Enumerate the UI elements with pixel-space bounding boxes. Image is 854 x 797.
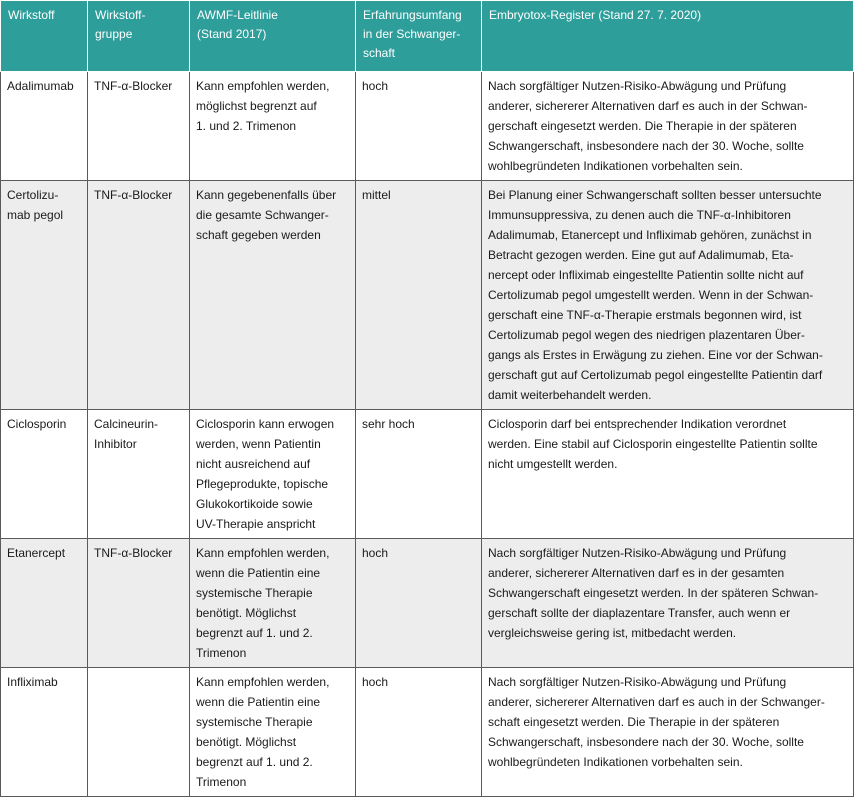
cell-line: Certolizumab pegol wegen des niedrigen plazentaren Über- — [488, 328, 805, 342]
cell-line: Betracht gezogen werden. Eine gut auf Adalimumab, Eta- — [488, 248, 794, 262]
cell-line: anderer, sichererer Alternativen darf es auch in der Schwan- — [488, 99, 808, 113]
cell-line: hoch — [362, 546, 389, 560]
cell-line: wenn die Patientin eine — [196, 566, 321, 580]
header-line: Erfahrungsumfang — [363, 8, 462, 22]
cell-line: Nach sorgfältiger Nutzen-Risiko-Abwägung und Prüfung — [488, 79, 787, 93]
header-embryotox-register — [482, 1, 854, 72]
cell-line: Calcineurin- — [94, 417, 159, 431]
cell-line: Schwangerschaft eingesetzt werden. In der späteren Schwan- — [488, 586, 819, 600]
cell-line: nicht umgestellt werden. — [488, 457, 618, 471]
cell-line: Ciclosporin kann erwogen — [196, 417, 335, 431]
cell-line: gerschaft sollte der diaplazentare Transfer, auch wenn er — [488, 606, 791, 620]
cell-line: wohlbegründeten Indikationen vorbehalten sein. — [488, 159, 743, 173]
cell-line: die gesamte Schwanger- — [196, 208, 329, 222]
table-row — [1, 668, 854, 797]
cell-line: Kann empfohlen werden, — [196, 79, 330, 93]
cell-line: Ciclosporin — [7, 417, 67, 431]
cell-line: Certolizumab pegol umgestellt werden. Wenn in der Schwan- — [488, 288, 814, 302]
cell-line: systemische Therapie — [196, 715, 313, 729]
cell-line: TNF-α-Blocker — [94, 188, 173, 202]
cell-line: UV-Therapie anspricht — [196, 517, 316, 531]
cell-erfahrungsumfang — [356, 72, 482, 181]
cell-line: benötigt. Möglichst — [196, 735, 297, 749]
header-line: Wirkstoff — [8, 8, 55, 22]
cell-line: Kann gegebenenfalls über — [196, 188, 337, 202]
cell-erfahrungsumfang — [356, 539, 482, 668]
cell-line: benötigt. Möglichst — [196, 606, 297, 620]
cell-line: Adalimumab, Etanercept und Infliximab gehören, zunächst in — [488, 228, 812, 242]
cell-line: TNF-α-Blocker — [94, 79, 173, 93]
cell-wirkstoff — [1, 72, 88, 181]
cell-line: nercept oder Infliximab eingestellte Patientin sollte nicht auf — [488, 268, 804, 282]
cell-awmf-leitlinie — [190, 72, 356, 181]
cell-awmf-leitlinie — [190, 668, 356, 797]
header-erfahrungsumfang — [356, 1, 482, 72]
header-awmf-leitlinie — [190, 1, 356, 72]
cell-line: nicht ausreichend auf — [196, 457, 311, 471]
cell-awmf-leitlinie — [190, 181, 356, 410]
cell-wirkstoffgruppe — [88, 410, 190, 539]
cell-line: Kann empfohlen werden, — [196, 675, 330, 689]
cell-line: Etanercept — [7, 546, 66, 560]
cell-line: Trimenon — [196, 775, 247, 789]
cell-erfahrungsumfang — [356, 668, 482, 797]
cell-line: schaft gegeben werden — [196, 228, 321, 242]
cell-line: anderer, sichererer Alternativen darf es in der gesamten — [488, 566, 785, 580]
cell-erfahrungsumfang — [356, 410, 482, 539]
cell-line: vergleichsweise gering ist, mitbedacht werden. — [488, 626, 737, 640]
cell-line: Glukokortikoide sowie — [196, 497, 313, 511]
cell-line: schaft eingesetzt werden. Die Therapie in der späteren — [488, 715, 780, 729]
cell-line: hoch — [362, 79, 389, 93]
cell-line: Trimenon — [196, 646, 247, 660]
cell-line: Inhibitor — [94, 437, 137, 451]
cell-line: begrenzt auf 1. und 2. — [196, 626, 313, 640]
table-row — [1, 181, 854, 410]
table-header — [1, 1, 854, 72]
cell-embryotox-register — [482, 410, 854, 539]
cell-line: werden. Eine stabil auf Ciclosporin eingestellte Patientin sollte — [488, 437, 818, 451]
header-wirkstoffgruppe — [88, 1, 190, 72]
header-line: Wirkstoff- — [95, 8, 146, 22]
cell-line: TNF-α-Blocker — [94, 546, 173, 560]
cell-embryotox-register — [482, 668, 854, 797]
header-wirkstoff — [1, 1, 88, 72]
cell-wirkstoff — [1, 668, 88, 797]
cell-line: Immunsuppressiva, zu denen auch die TNF-α-Inhibitoren — [488, 208, 791, 222]
cell-line: möglichst begrenzt auf — [196, 99, 317, 113]
header-row — [1, 1, 854, 72]
cell-line: Kann empfohlen werden, — [196, 546, 330, 560]
cell-wirkstoff — [1, 181, 88, 410]
cell-line: Adalimumab — [7, 79, 74, 93]
header-line: gruppe — [95, 27, 133, 41]
cell-erfahrungsumfang — [356, 181, 482, 410]
cell-line: systemische Therapie — [196, 586, 313, 600]
header-line: schaft — [363, 46, 396, 60]
cell-embryotox-register — [482, 72, 854, 181]
cell-embryotox-register — [482, 181, 854, 410]
table-row — [1, 72, 854, 181]
cell-line: Certolizu- — [7, 188, 59, 202]
cell-wirkstoff — [1, 410, 88, 539]
cell-line: hoch — [362, 675, 389, 689]
cell-line: gangs als Erstes in Erwägung zu ziehen. Eine vor der Schwan- — [488, 348, 823, 362]
cell-line: wenn die Patientin eine — [196, 695, 321, 709]
cell-awmf-leitlinie — [190, 410, 356, 539]
header-line: Embryotox-Register (Stand 27. 7. 2020) — [489, 8, 702, 22]
cell-wirkstoffgruppe — [88, 539, 190, 668]
header-line: AWMF-Leitlinie — [197, 8, 278, 22]
cell-line: Ciclosporin darf bei entsprechender Indikation verordnet — [488, 417, 787, 431]
cell-wirkstoff — [1, 539, 88, 668]
cell-wirkstoffgruppe — [88, 72, 190, 181]
table-body — [1, 72, 854, 797]
cell-line: damit weiterbehandelt werden. — [488, 388, 652, 402]
cell-line: wohlbegründeten Indikationen vorbehalten sein. — [488, 755, 743, 769]
header-line: in der Schwanger- — [363, 27, 461, 41]
cell-line: gerschaft eine TNF-α-Therapie erstmals begonnen wird, ist — [488, 308, 802, 322]
cell-line: werden, wenn Patientin — [196, 437, 321, 451]
cell-line: anderer, sichererer Alternativen darf es auch in der Schwanger- — [488, 695, 825, 709]
cell-awmf-leitlinie — [190, 539, 356, 668]
cell-line: sehr hoch — [362, 417, 415, 431]
cell-line: 1. und 2. Trimenon — [196, 119, 297, 133]
cell-line: gerschaft eingesetzt werden. Die Therapie in der späteren — [488, 119, 797, 133]
cell-line: Pflegeprodukte, topische — [196, 477, 329, 491]
cell-line: mittel — [362, 188, 391, 202]
cell-line: begrenzt auf 1. und 2. — [196, 755, 313, 769]
cell-line: Schwangerschaft, insbesondere nach der 30. Woche, sollte — [488, 735, 804, 749]
cell-wirkstoffgruppe — [88, 668, 190, 797]
table-row — [1, 410, 854, 539]
cell-embryotox-register — [482, 539, 854, 668]
cell-line: Nach sorgfältiger Nutzen-Risiko-Abwägung und Prüfung — [488, 546, 787, 560]
cell-line: mab pegol — [7, 208, 64, 222]
cell-line: Infliximab — [7, 675, 58, 689]
table-row — [1, 539, 854, 668]
cell-line: Schwangerschaft, insbesondere nach der 30. Woche, sollte — [488, 139, 804, 153]
cell-line: Bei Planung einer Schwangerschaft sollten besser untersuchte — [488, 188, 822, 202]
cell-wirkstoffgruppe — [88, 181, 190, 410]
cell-line: gerschaft gut auf Certolizumab pegol eingestellte Patientin darf — [488, 368, 823, 382]
cell-line: Nach sorgfältiger Nutzen-Risiko-Abwägung und Prüfung — [488, 675, 787, 689]
header-line: (Stand 2017) — [197, 27, 267, 41]
